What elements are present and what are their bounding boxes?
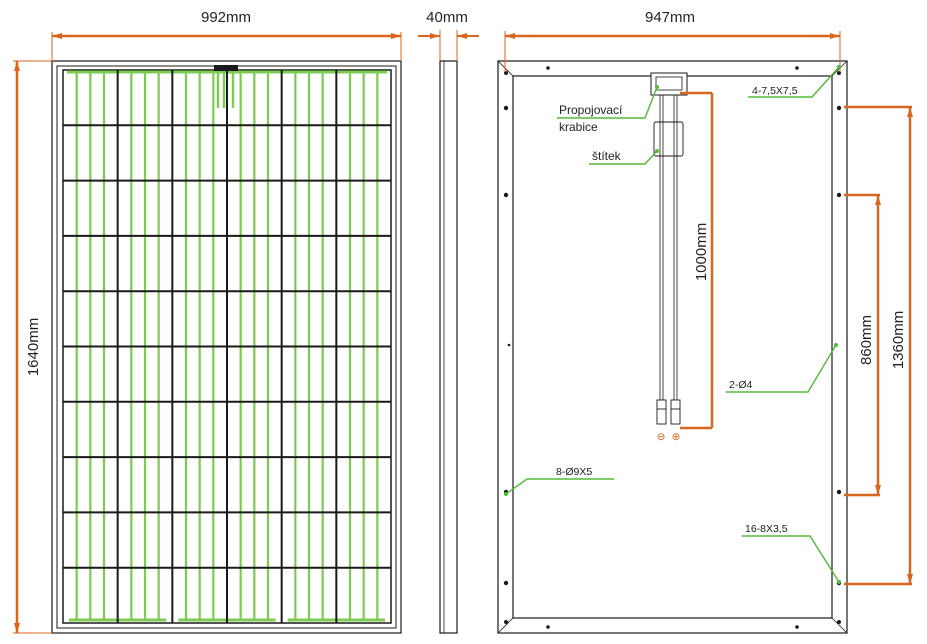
front-width-label: 992mm xyxy=(200,9,252,26)
mounting-hole xyxy=(795,625,799,629)
junction-box-label-line2: krabice xyxy=(559,120,598,134)
front-height-dimension xyxy=(13,61,52,633)
positive-terminal-symbol: ⊕ xyxy=(671,431,681,443)
mounting-hole xyxy=(837,193,841,197)
junction-box xyxy=(651,73,687,95)
cable-length-label: 1000mm xyxy=(693,222,710,282)
slots-16-text: 16-8X3,5 xyxy=(745,523,788,535)
label-plate-text: štítek xyxy=(592,149,621,163)
negative-terminal-symbol: ⊖ xyxy=(656,431,666,443)
holes-2-text: 2-Ø4 xyxy=(729,379,753,391)
mounting-hole xyxy=(837,106,841,110)
junction-box-label-line1: Propojovací xyxy=(559,103,623,117)
back-width-label: 947mm xyxy=(644,9,696,26)
back-view xyxy=(498,9,913,633)
inner-hole-spacing-label: 860mm xyxy=(858,314,875,366)
mounting-hole xyxy=(504,581,508,585)
mounting-hole xyxy=(546,66,550,70)
slots-4-text: 4-7,5X7,5 xyxy=(752,85,798,97)
side-thickness-dimension xyxy=(418,9,479,61)
inner-hole-spacing-dimension xyxy=(844,195,881,495)
mounting-hole xyxy=(504,106,508,110)
outer-hole-spacing-label: 1360mm xyxy=(890,310,907,370)
mounting-hole xyxy=(837,620,841,624)
side-thickness-label: 40mm xyxy=(426,9,468,26)
side-view xyxy=(418,9,479,633)
side-frame xyxy=(440,61,457,633)
front-view xyxy=(13,9,401,633)
mounting-hole xyxy=(508,344,511,347)
front-width-dimension xyxy=(52,9,401,61)
front-height-label: 1640mm xyxy=(25,317,42,377)
front-junction-tab xyxy=(214,65,238,71)
mounting-hole xyxy=(504,620,508,624)
mounting-hole xyxy=(504,193,508,197)
mounting-hole xyxy=(546,625,550,629)
mounting-hole xyxy=(795,66,799,70)
holes-8-text: 8-Ø9X5 xyxy=(556,466,593,478)
mounting-hole xyxy=(837,490,841,494)
